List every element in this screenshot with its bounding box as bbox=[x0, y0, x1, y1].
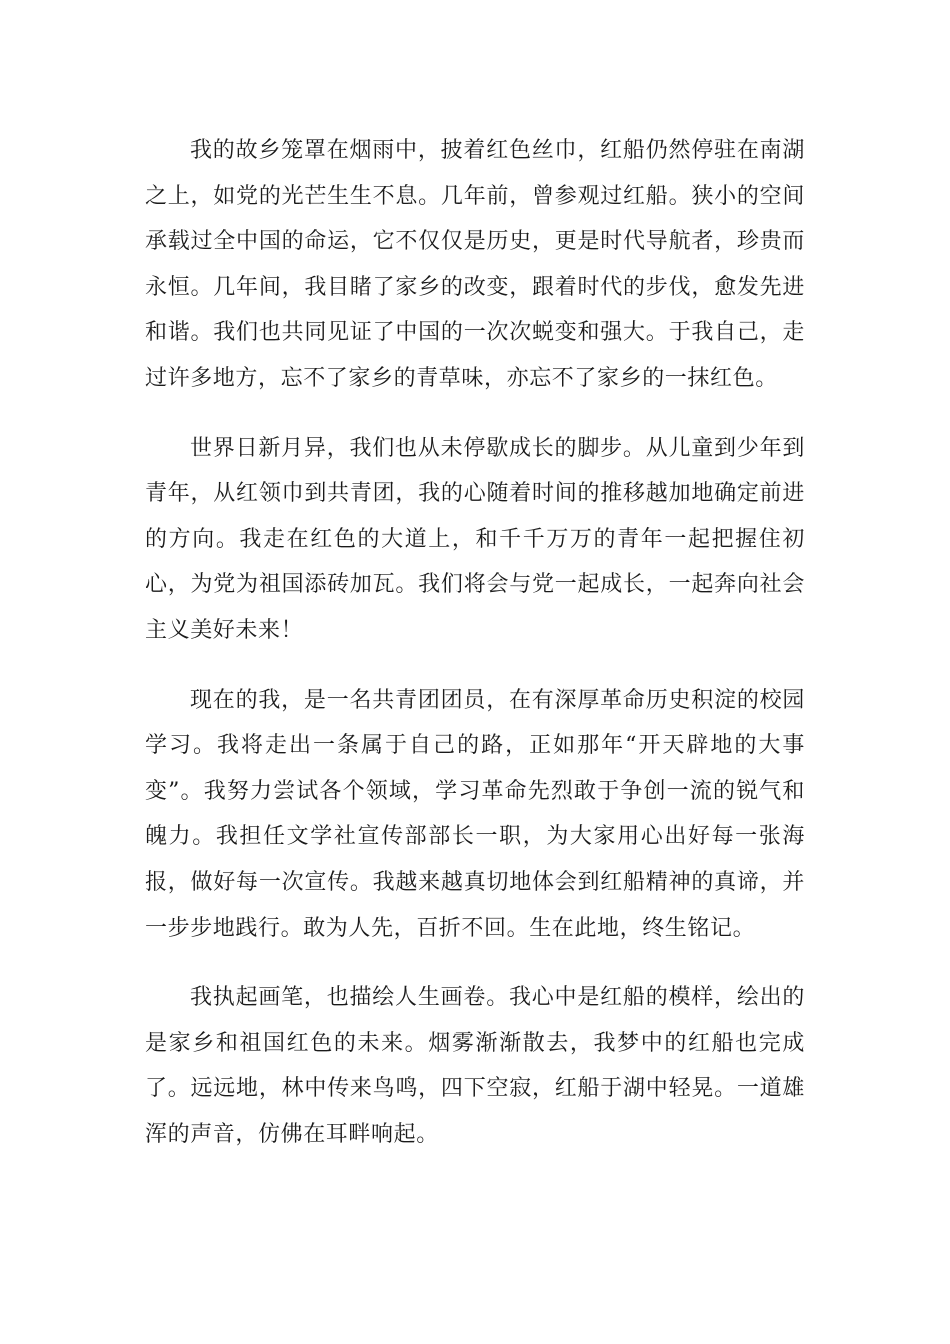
paragraph-3: 现在的我，是一名共青团团员，在有深厚革命历史积淀的校园学习。我将走出一条属于自己的路，正如那年“开天辟地的大事变”。我努力尝试各个领域，学习革命先烈敢于争创一流的锐气和魄力。我担任文学社宣传部部长一职，为大家用心出好每一张海报，做好每一次宣传。我越来越真切地体会到红船精神的真谛，并一步步地践行。敢为人先，百折不回。生在此地，终生铭记。 bbox=[145, 687, 805, 941]
document-body bbox=[145, 128, 805, 1157]
paragraph-2: 世界日新月异，我们也从未停歇成长的脚步。从儿童到少年到青年，从红领巾到共青团，我的心随着时间的推移越加地确定前进的方向。我走在红色的大道上，和千千万万的青年一起把握住初心，为党为祖国添砖加瓦。我们将会与党一起成长，一起奔向社会主义美好未来！ bbox=[145, 435, 805, 643]
paragraph-4: 我执起画笔，也描绘人生画卷。我心中是红船的模样，绘出的是家乡和祖国红色的未来。烟雾渐渐散去，我梦中的红船也完成了。远远地，林中传来鸟鸣，四下空寂，红船于湖中轻晃。一道雄浑的声音，仿佛在耳畔响起。 bbox=[145, 985, 805, 1147]
paragraph-1: 我的故乡笼罩在烟雨中，披着红色丝巾，红船仍然停驻在南湖之上，如党的光芒生生不息。几年前，曾参观过红船。狭小的空间承载过全中国的命运，它不仅仅是历史，更是时代导航者，珍贵而永恒。几年间，我目睹了家乡的改变，跟着时代的步伐，愈发先进和谐。我们也共同见证了中国的一次次蜕变和强大。于我自己，走过许多地方，忘不了家乡的青草味，亦忘不了家乡的一抹红色。 bbox=[145, 138, 805, 391]
